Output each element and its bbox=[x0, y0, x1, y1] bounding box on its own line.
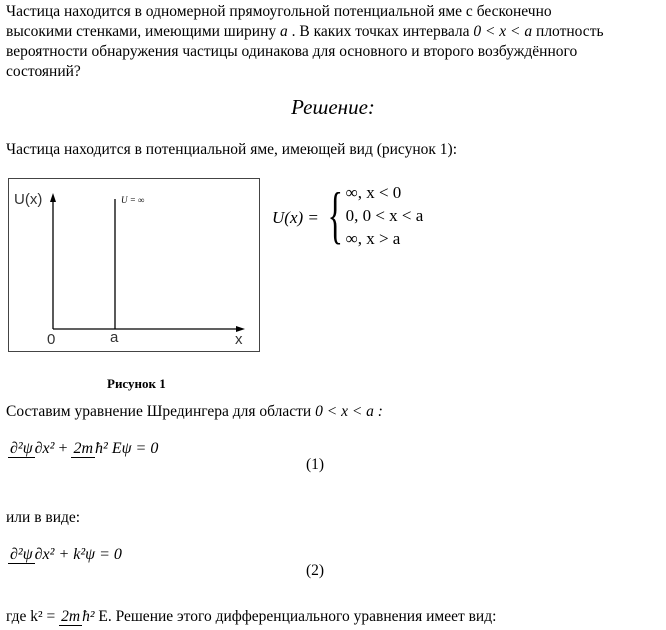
text: Составим уравнение Шредингера для области bbox=[6, 403, 316, 420]
cases bbox=[346, 181, 424, 250]
solution-title: Решение: bbox=[291, 95, 375, 119]
y-label: U(x) bbox=[14, 191, 43, 208]
problem-line-2 bbox=[6, 22, 604, 42]
equation-1-number: (1) bbox=[306, 456, 325, 473]
brace: { bbox=[327, 179, 343, 250]
wall-label: U = ∞ bbox=[121, 195, 145, 205]
numerator: ∂²ψ bbox=[10, 546, 33, 564]
numerator: 2m bbox=[73, 440, 94, 458]
case-1: ∞, x < 0 bbox=[345, 182, 402, 202]
fraction bbox=[71, 440, 107, 458]
fraction bbox=[59, 608, 94, 626]
schrodinger-intro bbox=[6, 402, 383, 422]
interval: 0 < x < a bbox=[473, 23, 533, 40]
footer-line bbox=[6, 608, 496, 626]
or-text: или в виде: bbox=[6, 509, 81, 526]
text: плотность bbox=[532, 23, 604, 40]
text: E. Решение этого дифференциального уравнения имеет вид: bbox=[98, 608, 497, 625]
potential-lhs: U(x) = bbox=[272, 208, 319, 227]
plus: + bbox=[58, 440, 68, 457]
problem-line-3: вероятности обнаружения частицы одинакова для основного и второго возбуждённого bbox=[6, 43, 578, 60]
problem-line-4: состояний? bbox=[6, 63, 81, 80]
origin-label: 0 bbox=[47, 331, 56, 348]
denominator: ∂x² bbox=[34, 440, 55, 458]
numerator: ∂²ψ bbox=[10, 440, 33, 458]
problem-line-1: Частица находится в одномерной прямоугольной потенциальной яме с бесконечно bbox=[6, 3, 552, 20]
text: высокими стенками, имеющими ширину bbox=[6, 23, 280, 40]
equation-rest: + k²ψ = 0 bbox=[58, 546, 122, 563]
case-2: 0, 0 < x < a bbox=[345, 205, 424, 225]
intro-text: Частица находится в потенциальной яме, имеющей вид (рисунок 1): bbox=[6, 141, 458, 158]
figure-potential-well bbox=[8, 178, 260, 352]
region: 0 < x < a : bbox=[315, 403, 383, 420]
equation-rest: Eψ = 0 bbox=[111, 440, 159, 457]
var-a: a bbox=[280, 23, 288, 40]
denominator: ∂x² bbox=[34, 546, 55, 564]
denominator: ħ² bbox=[95, 440, 108, 458]
figure-caption: Рисунок 1 bbox=[107, 376, 166, 391]
case-3: ∞, x > a bbox=[345, 228, 401, 248]
equation-2 bbox=[8, 546, 122, 564]
text: где k² = bbox=[6, 608, 56, 625]
y-arrow-icon bbox=[50, 193, 56, 202]
text: . В каких точках интервала bbox=[287, 23, 474, 40]
fraction bbox=[8, 546, 54, 564]
equation-2-number: (2) bbox=[306, 562, 325, 579]
equation-1 bbox=[8, 440, 158, 458]
fraction bbox=[8, 440, 54, 458]
x-label: x bbox=[235, 331, 243, 348]
numerator: 2m bbox=[61, 608, 81, 626]
potential-definition bbox=[272, 180, 423, 250]
a-label: a bbox=[110, 329, 119, 346]
denominator: ħ² bbox=[82, 608, 95, 626]
